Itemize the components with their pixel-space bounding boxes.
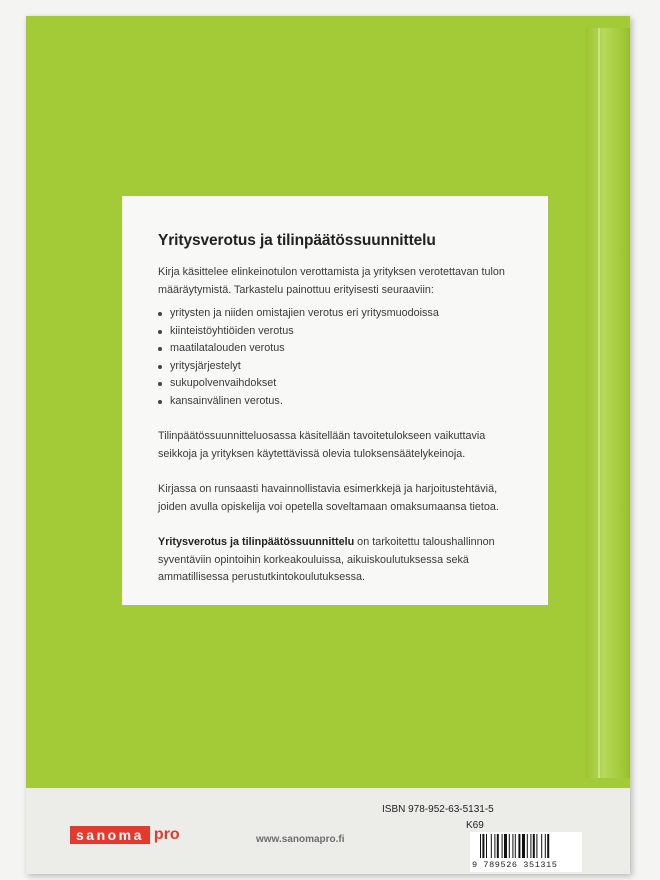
list-item: sukupolvenvaihdokset	[158, 375, 514, 393]
book-title: Yritysverotus ja tilinpäätössuunnittelu	[158, 232, 436, 249]
list-item: kansainvälinen verotus.	[158, 393, 514, 411]
publisher-strip	[26, 788, 630, 874]
audience-paragraph	[158, 534, 514, 587]
intro-paragraph: Kirja käsittelee elinkeinotulon verottamista ja yrityksen verotettavan tulon määräytymistä. Tarkastelu painottuu erityisesti seuraaviin:	[158, 266, 505, 296]
isbn-number: ISBN 978-952-63-5131-5	[382, 804, 494, 815]
list-item: kiinteistöyhtiöiden verotus	[158, 323, 514, 341]
book-back-cover	[26, 16, 630, 874]
barcode-digits: 9 789526 351315	[472, 860, 558, 870]
list-item: yritysjärjestelyt	[158, 358, 514, 376]
audience-title-bold: Yritysverotus ja tilinpäätössuunnittelu	[158, 536, 355, 548]
list-item: yritysten ja niiden omistajien verotus eri yritysmuodoissa	[158, 305, 514, 323]
spine-fold-line	[598, 28, 600, 778]
planning-paragraph: Tilinpäätössuunnitteluosassa käsitellään tavoitetulokseen vaikuttavia seikkoja ja yrityksen käytettävissä olevia tuloksensäätelykeinoja.	[158, 430, 486, 460]
description-panel	[122, 196, 548, 605]
logo-pro-text: pro	[153, 826, 180, 843]
barcode-icon	[480, 834, 576, 860]
audience-text: on tarkoitettu taloushallinnon syventäviin opintoihin korkeakouluissa, aikuiskoulutuksessa sekä ammatillisessa perustutkintokoulutuksessa.	[158, 536, 495, 583]
examples-paragraph: Kirjassa on runsaasti havainnollistavia esimerkkejä ja harjoitustehtäviä, joiden avulla opiskelija voi opetella soveltamaan omaksumaansa tietoa.	[158, 483, 499, 513]
sanoma-pro-logo	[70, 826, 180, 844]
publisher-website: www.sanomapro.fi	[256, 834, 345, 845]
topic-list	[158, 305, 514, 410]
barcode	[470, 832, 582, 872]
list-item: maatilatalouden verotus	[158, 340, 514, 358]
book-spine-edge	[586, 28, 630, 778]
logo-sanoma-text: sanoma	[70, 826, 150, 844]
product-code: K69	[466, 820, 484, 831]
